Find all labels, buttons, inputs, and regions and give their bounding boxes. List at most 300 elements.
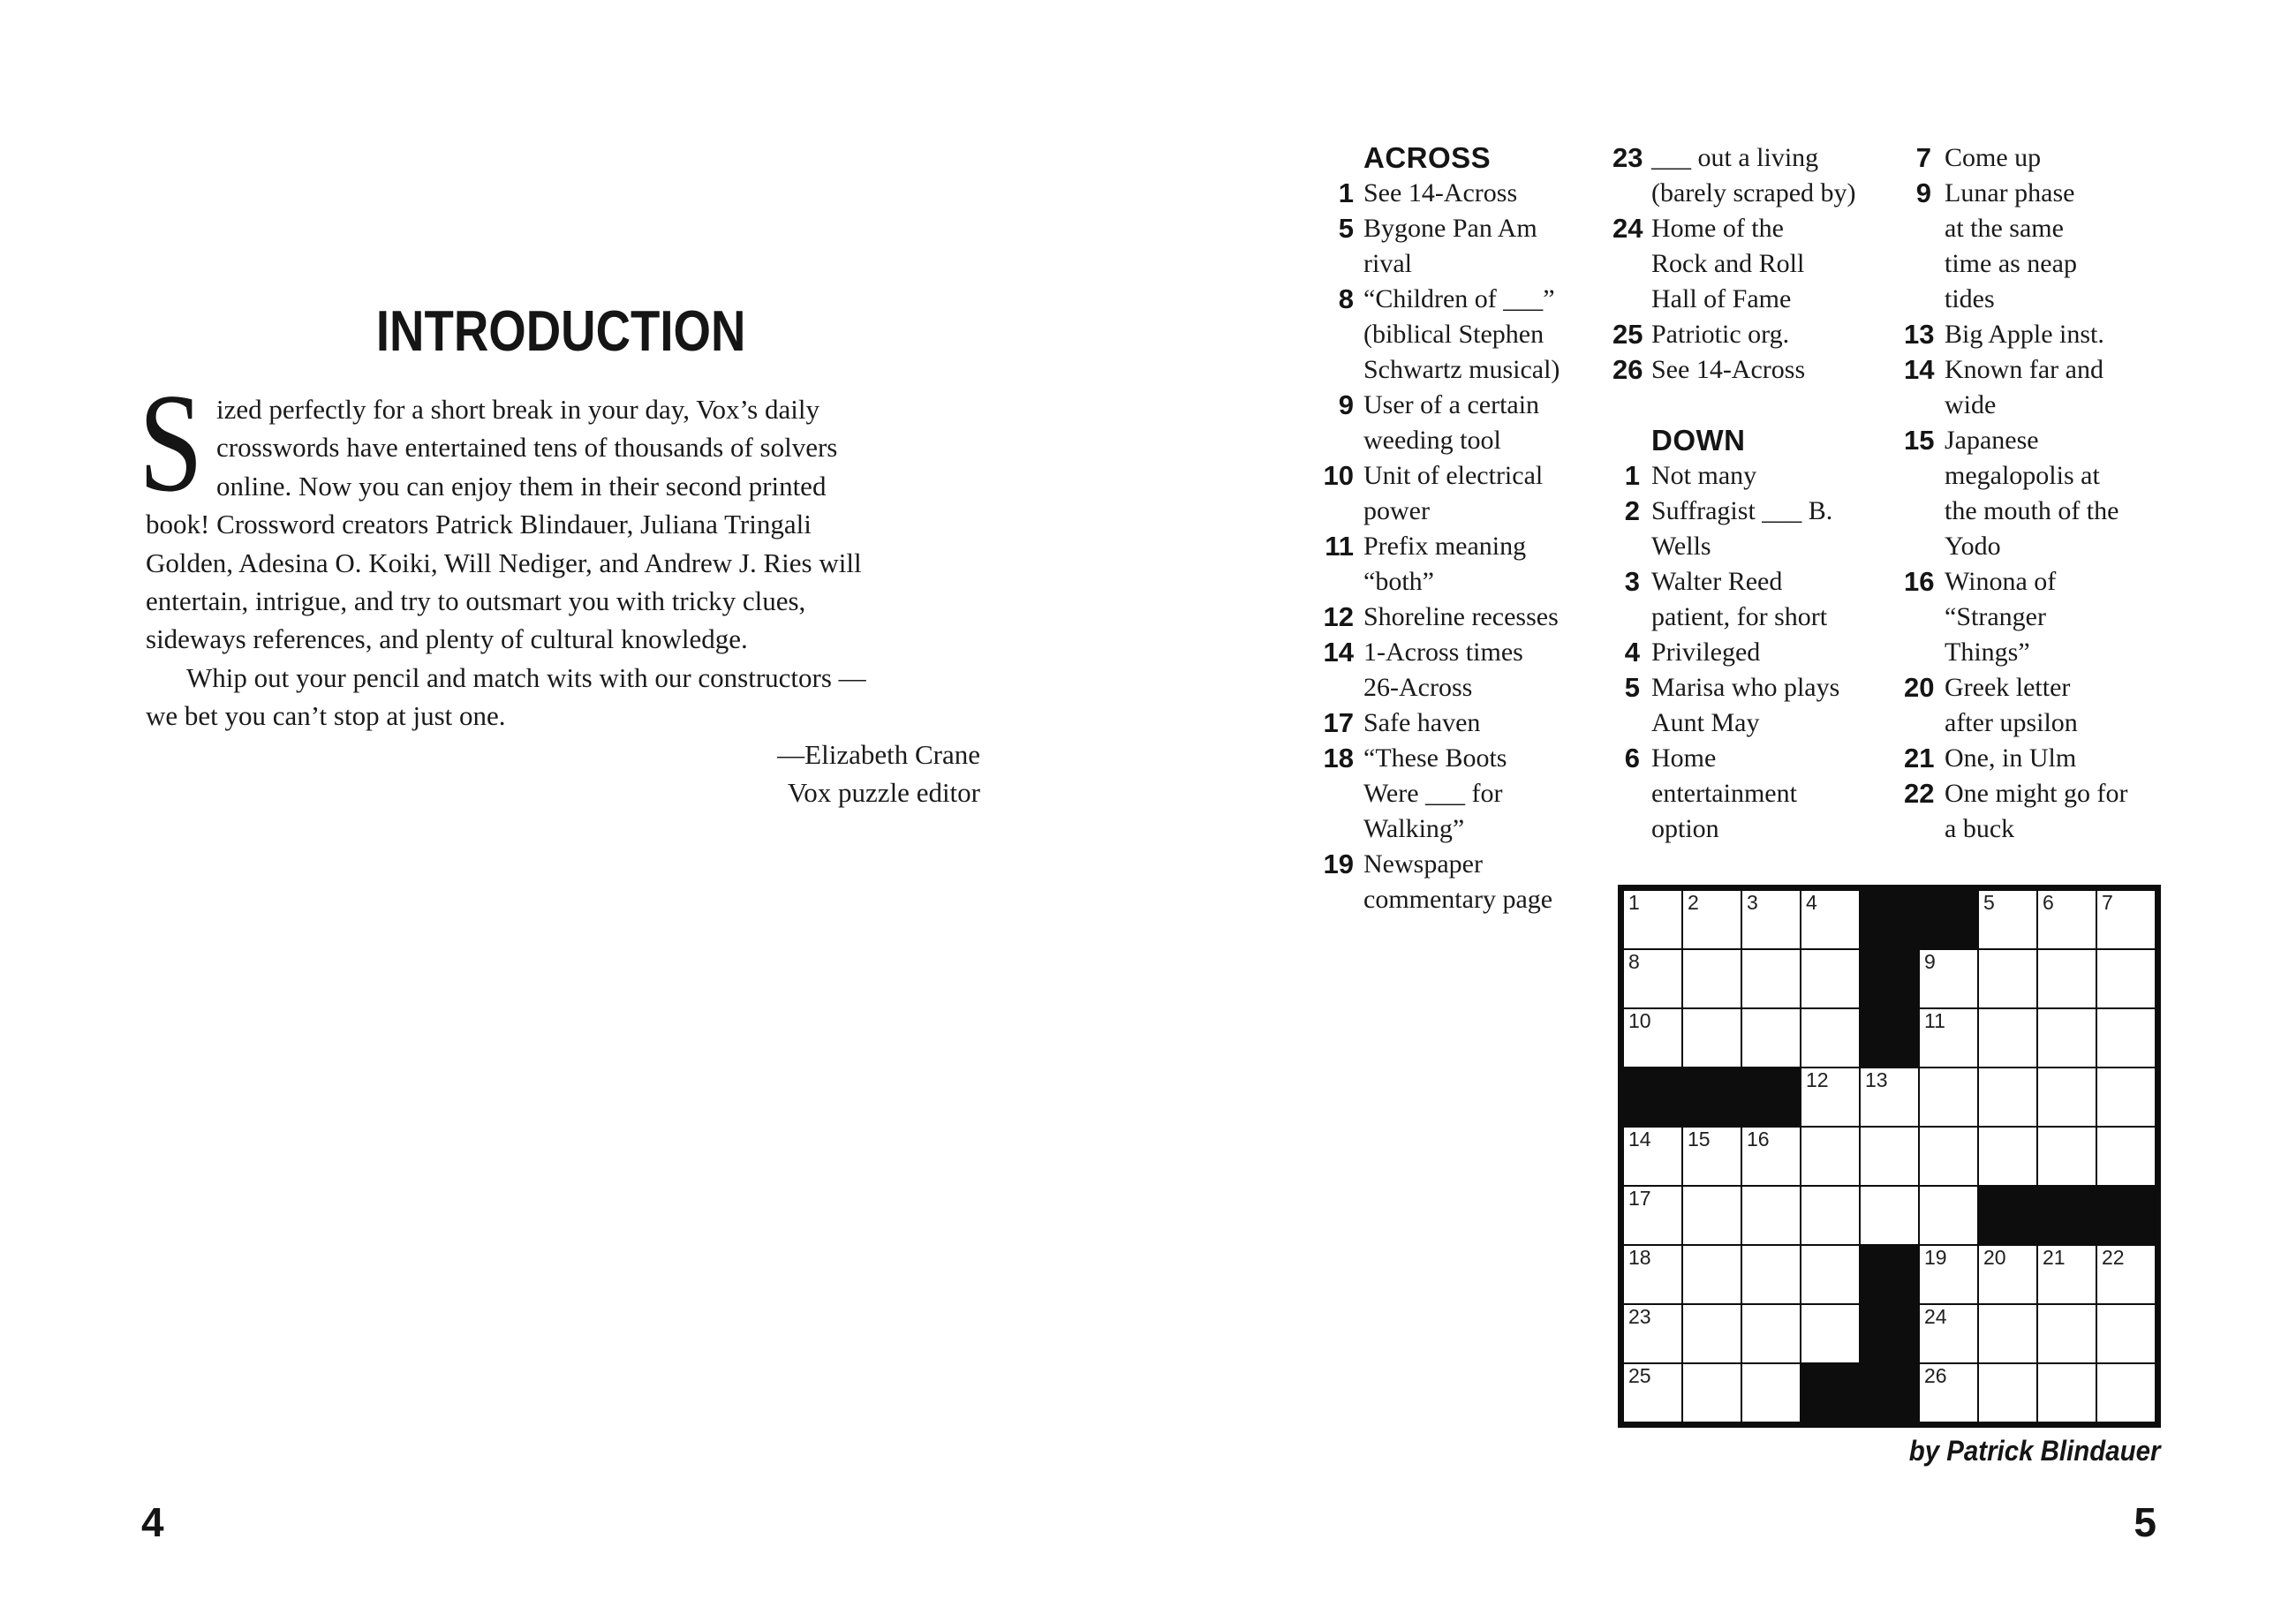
clue-text: See 14-Across	[1651, 355, 1806, 384]
clue-text: Prefix meaning	[1363, 532, 1527, 561]
clue-text: Known far and	[1945, 355, 2103, 384]
grid-block-cell	[1742, 1068, 1800, 1126]
clue-text: 1-Across times	[1363, 638, 1523, 667]
grid-cell	[2097, 1009, 2155, 1067]
clue-number: 18	[1323, 743, 1354, 773]
clue-line	[1612, 494, 1856, 529]
grid-cell	[1979, 950, 2036, 1007]
grid-cell	[1979, 1246, 2036, 1303]
clue-continuation-line	[1612, 705, 1856, 741]
grid-cell-number: 11	[1924, 1009, 1945, 1032]
clue-line	[1315, 176, 1560, 211]
clue-text: Japanese	[1945, 426, 2039, 455]
intro-line: online. Now you can enjoy them in their second printed	[216, 470, 827, 502]
grid-cell	[1920, 1128, 1977, 1185]
clue-continuation-line	[1315, 564, 1560, 600]
clue-number: 5	[1624, 672, 1640, 703]
clue-text: Were ___ for	[1363, 779, 1503, 808]
clue-text: megalopolis at	[1945, 461, 2100, 490]
clue-section-label: ACROSS	[1363, 141, 1492, 174]
signature-line: Vox puzzle editor	[787, 776, 980, 808]
clue-spacer	[1612, 388, 1856, 423]
clue-number: 1	[1338, 177, 1354, 208]
grid-cell	[1801, 1128, 1859, 1185]
page-number-right: 5	[2134, 1499, 2156, 1545]
grid-cell-number: 18	[1628, 1246, 1651, 1269]
grid-cell-number: 5	[1983, 891, 1995, 914]
drop-cap-letter: S	[139, 364, 203, 521]
grid-cell	[1624, 1305, 1681, 1362]
clue-text: Bygone Pan Am	[1363, 214, 1537, 243]
clue-line	[1904, 176, 2127, 211]
clue-text: Lunar phase	[1945, 178, 2075, 207]
clue-text: Winona of	[1945, 567, 2057, 596]
clue-number: 26	[1612, 354, 1643, 385]
grid-cell	[1683, 950, 1741, 1007]
clue-text: 26-Across	[1363, 673, 1473, 702]
grid-cell-number: 21	[2043, 1246, 2066, 1269]
clue-line	[1904, 670, 2127, 705]
grid-cell	[2038, 1128, 2096, 1185]
clue-number	[1315, 352, 1354, 388]
clue-text: “Children of ___”	[1363, 284, 1555, 313]
grid-cell	[1624, 1009, 1681, 1067]
clue-line	[1315, 635, 1560, 670]
grid-cell	[2097, 1128, 2155, 1185]
grid-cell	[1861, 1187, 1918, 1244]
clue-number	[1904, 811, 1931, 847]
clue-text: time as neap	[1945, 249, 2077, 278]
clue-section-header	[1612, 423, 1856, 458]
clue-number	[1315, 317, 1354, 352]
grid-cell	[1742, 1364, 1800, 1422]
grid-cell	[1979, 1364, 2036, 1422]
grid-cell-number: 2	[1688, 891, 1699, 914]
clue-number	[1904, 705, 1931, 741]
clue-text: User of a certain	[1363, 390, 1540, 419]
clue-number	[1904, 246, 1931, 282]
clue-number: 3	[1624, 566, 1640, 597]
clue-continuation-line	[1612, 529, 1856, 564]
grid-block-cell	[1683, 1068, 1741, 1126]
grid-cell	[1861, 1068, 1918, 1126]
clue-text: weeding tool	[1363, 426, 1501, 455]
grid-block-cell	[1979, 1187, 2036, 1244]
grid-cell	[2038, 1009, 2096, 1067]
clue-text: One, in Ulm	[1945, 743, 2077, 773]
clue-continuation-line	[1904, 811, 2127, 847]
grid-cell	[1979, 891, 2036, 948]
clue-number	[1904, 388, 1931, 423]
clue-text: Unit of electrical	[1363, 461, 1544, 490]
clue-number	[1612, 705, 1640, 741]
clue-number: 14	[1323, 637, 1354, 668]
grid-cell	[1979, 1068, 2036, 1126]
clue-continuation-line	[1904, 458, 2127, 494]
clue-text: Things”	[1945, 638, 2030, 667]
clue-continuation-line	[1315, 246, 1560, 282]
clue-line	[1904, 741, 2127, 776]
clue-text: Safe haven	[1363, 708, 1481, 737]
clue-text: after upsilon	[1945, 708, 2078, 737]
grid-cell-number: 13	[1865, 1068, 1888, 1091]
clue-number: 19	[1323, 849, 1354, 879]
grid-cell	[1801, 950, 1859, 1007]
clue-text: Come up	[1945, 143, 2042, 172]
grid-cell	[1683, 1128, 1741, 1185]
clue-continuation-line	[1612, 776, 1856, 811]
clue-number	[1612, 776, 1640, 811]
crossword-grid	[1618, 885, 2161, 1428]
clue-number	[1612, 246, 1640, 282]
clue-continuation-line	[1904, 211, 2127, 246]
clue-number	[1904, 600, 1931, 635]
puzzle-credit	[1618, 1437, 2160, 1465]
grid-cell-number: 4	[1806, 891, 1817, 914]
grid-cell	[1742, 1009, 1800, 1067]
clue-continuation-line	[1315, 776, 1560, 811]
clue-number: 8	[1338, 283, 1354, 314]
grid-cell	[1683, 1187, 1741, 1244]
grid-cell-number: 3	[1747, 891, 1758, 914]
clue-text: Suffragist ___ B.	[1651, 496, 1833, 525]
clue-number	[1904, 211, 1931, 246]
clue-text: tides	[1945, 284, 1995, 313]
clue-text: (barely scraped by)	[1651, 178, 1856, 207]
clue-continuation-line	[1315, 494, 1560, 529]
grid-cell	[1801, 1187, 1859, 1244]
clue-number	[1315, 670, 1354, 705]
clue-text: “These Boots	[1363, 743, 1507, 773]
clue-number	[1315, 494, 1354, 529]
clue-number	[1315, 776, 1354, 811]
grid-cell	[1979, 1305, 2036, 1362]
clue-text: See 14-Across	[1363, 178, 1518, 207]
clue-line	[1612, 140, 1856, 176]
clue-line	[1315, 458, 1560, 494]
grid-cell	[2038, 1305, 2096, 1362]
grid-cell	[1920, 1305, 1977, 1362]
grid-block-cell	[2038, 1187, 2096, 1244]
grid-block-cell	[1861, 950, 1918, 1007]
clue-number	[1315, 882, 1354, 917]
grid-cell	[1624, 1128, 1681, 1185]
clue-continuation-line	[1904, 494, 2127, 529]
clue-text: the mouth of the	[1945, 496, 2119, 525]
grid-cell	[1979, 1009, 2036, 1067]
clue-continuation-line	[1904, 705, 2127, 741]
clue-text: Hall of Fame	[1651, 284, 1792, 313]
page-number-left: 4	[141, 1499, 164, 1545]
grid-cell-number: 17	[1628, 1187, 1651, 1210]
clue-number: 9	[1915, 177, 1931, 208]
clue-line	[1904, 423, 2127, 458]
clue-number: 22	[1904, 778, 1935, 809]
intro-paragraphs	[146, 390, 980, 811]
clue-text: One might go for	[1945, 779, 2128, 808]
grid-cell-number: 22	[2102, 1246, 2125, 1269]
clue-number: 23	[1612, 142, 1643, 173]
clue-number	[1904, 458, 1931, 494]
clue-text: a buck	[1945, 814, 2015, 843]
clue-line	[1612, 635, 1856, 670]
clue-continuation-line	[1904, 600, 2127, 635]
clue-number: 15	[1904, 425, 1935, 456]
clue-number	[1315, 423, 1354, 458]
clue-number: 24	[1612, 213, 1643, 244]
grid-cell	[2038, 891, 2096, 948]
clue-continuation-line	[1904, 529, 2127, 564]
clue-text: “both”	[1363, 567, 1434, 596]
clue-number: 11	[1325, 531, 1354, 562]
clue-line	[1315, 741, 1560, 776]
clue-line	[1315, 705, 1560, 741]
clue-text: Wells	[1651, 532, 1711, 561]
intro-line: entertain, intrigue, and try to outsmart you with tricky clues,	[146, 585, 806, 616]
intro-line: book! Crossword creators Patrick Blindauer, Juliana Tringali	[146, 509, 812, 540]
clue-text: Home of the	[1651, 214, 1784, 243]
grid-cell	[2097, 1246, 2155, 1303]
clue-text: Rock and Roll	[1651, 249, 1805, 278]
intro-title	[146, 298, 976, 363]
clue-continuation-line	[1612, 246, 1856, 282]
grid-cell-number: 24	[1924, 1305, 1947, 1328]
clue-number: 20	[1904, 672, 1935, 703]
clue-continuation-line	[1315, 670, 1560, 705]
clue-text: power	[1363, 496, 1430, 525]
grid-cell	[1920, 1068, 1977, 1126]
grid-cell	[1801, 1305, 1859, 1362]
clue-continuation-line	[1315, 352, 1560, 388]
clue-number	[1612, 811, 1640, 847]
clue-column-middle	[1612, 140, 1856, 847]
clue-text: (biblical Stephen	[1363, 320, 1545, 349]
grid-cell	[1742, 1246, 1800, 1303]
clue-text: Not many	[1651, 461, 1757, 490]
clue-number: 21	[1904, 743, 1935, 773]
clue-line	[1315, 847, 1560, 882]
grid-cell	[1624, 891, 1681, 948]
clue-text: Greek letter	[1945, 673, 2071, 702]
grid-block-cell	[1624, 1068, 1681, 1126]
clue-number	[1612, 600, 1640, 635]
clue-line	[1904, 776, 2127, 811]
grid-cell	[1624, 950, 1681, 1007]
clue-text: commentary page	[1363, 885, 1553, 914]
clue-number	[1315, 811, 1354, 847]
clue-text: Patriotic org.	[1651, 320, 1790, 349]
clue-line	[1904, 140, 2127, 176]
grid-cell	[2038, 950, 2096, 1007]
grid-cell-number: 1	[1628, 891, 1640, 914]
clue-number: 9	[1338, 389, 1354, 420]
grid-cell	[1683, 1009, 1741, 1067]
clue-continuation-line	[1315, 882, 1560, 917]
clue-line	[1612, 211, 1856, 246]
clue-text: Newspaper	[1363, 849, 1483, 879]
clue-number: 12	[1323, 601, 1354, 632]
clue-number: 13	[1904, 319, 1935, 350]
clue-continuation-line	[1612, 811, 1856, 847]
clue-number: 10	[1323, 460, 1354, 491]
grid-cell	[2097, 1364, 2155, 1422]
grid-block-cell	[1861, 1305, 1918, 1362]
clue-number: 14	[1904, 354, 1935, 385]
grid-cell	[1920, 1187, 1977, 1244]
clue-number	[1904, 282, 1931, 317]
clue-line	[1612, 458, 1856, 494]
grid-cell-number: 19	[1924, 1246, 1947, 1269]
clue-text: Walter Reed	[1651, 567, 1783, 596]
clue-text: option	[1651, 814, 1719, 843]
clue-number: 4	[1624, 637, 1640, 668]
clue-number: 17	[1323, 707, 1354, 738]
clue-continuation-line	[1904, 282, 2127, 317]
clue-number: 16	[1904, 566, 1935, 597]
grid-cell	[1742, 1187, 1800, 1244]
grid-cell	[2038, 1246, 2096, 1303]
clue-line	[1315, 529, 1560, 564]
grid-block-cell	[1920, 891, 1977, 948]
grid-cell	[2097, 1305, 2155, 1362]
intro-line: crosswords have entertained tens of thousands of solvers	[216, 432, 838, 464]
grid-block-cell	[2097, 1187, 2155, 1244]
grid-block-cell	[1861, 891, 1918, 948]
grid-block-cell	[1801, 1364, 1859, 1422]
clue-text: Aunt May	[1651, 708, 1760, 737]
grid-cell-number: 8	[1628, 950, 1640, 973]
grid-cell	[1683, 1305, 1741, 1362]
grid-cell	[1801, 1009, 1859, 1067]
grid-cell-number: 16	[1747, 1128, 1770, 1151]
grid-cell	[1801, 1246, 1859, 1303]
clue-continuation-line	[1904, 246, 2127, 282]
intro-line: Golden, Adesina O. Koiki, Will Nediger, and Andrew J. Ries will	[146, 547, 862, 578]
clue-line	[1904, 352, 2127, 388]
grid-cell-number: 7	[2102, 891, 2113, 914]
clue-number	[1315, 564, 1354, 600]
clue-continuation-line	[1612, 282, 1856, 317]
clue-continuation-line	[1612, 176, 1856, 211]
clue-line	[1315, 211, 1560, 246]
clue-number: 1	[1624, 460, 1640, 491]
grid-cell	[1624, 1364, 1681, 1422]
clue-text: Marisa who plays	[1651, 673, 1840, 702]
grid-cell	[1920, 1246, 1977, 1303]
signature-line: —Elizabeth Crane	[777, 738, 980, 770]
grid-block-cell	[1861, 1009, 1918, 1067]
clue-text: Schwartz musical)	[1363, 355, 1560, 384]
grid-cell	[1683, 1246, 1741, 1303]
clue-line	[1612, 741, 1856, 776]
clue-line	[1315, 388, 1560, 423]
grid-cell	[2038, 1364, 2096, 1422]
clue-line	[1904, 317, 2127, 352]
intro-title-text: INTRODUCTION	[375, 298, 746, 363]
grid-cell	[1683, 1364, 1741, 1422]
grid-cell-number: 9	[1924, 950, 1936, 973]
intro-line: sideways references, and plenty of cultural knowledge.	[146, 623, 748, 655]
clue-text: patient, for short	[1651, 602, 1828, 631]
clue-continuation-line	[1315, 423, 1560, 458]
clue-number	[1315, 246, 1354, 282]
clue-line	[1612, 564, 1856, 600]
grid-cell-number: 14	[1628, 1128, 1651, 1151]
clue-text: wide	[1945, 390, 1997, 419]
clue-text: rival	[1363, 249, 1412, 278]
grid-cell-number: 23	[1628, 1305, 1651, 1328]
grid-cell	[1979, 1128, 2036, 1185]
clue-number: 5	[1338, 213, 1354, 244]
clue-number	[1904, 635, 1931, 670]
clue-text: Big Apple inst.	[1945, 320, 2104, 349]
grid-cell	[1624, 1246, 1681, 1303]
grid-cell	[1683, 891, 1741, 948]
intro-line: ized perfectly for a short break in your day, Vox’s daily	[216, 394, 819, 425]
grid-cell	[1742, 891, 1800, 948]
grid-cell	[2097, 950, 2155, 1007]
grid-cell	[2038, 1068, 2096, 1126]
clue-line	[1612, 352, 1856, 388]
grid-cell	[1920, 1009, 1977, 1067]
clue-number	[1904, 494, 1931, 529]
grid-cell-number: 6	[2043, 891, 2054, 914]
clue-text: Home	[1651, 743, 1717, 773]
grid-cell-number: 15	[1688, 1128, 1711, 1151]
clue-text: Privileged	[1651, 638, 1761, 667]
clue-line	[1315, 600, 1560, 635]
grid-cell-number: 26	[1924, 1364, 1947, 1387]
clue-line	[1612, 670, 1856, 705]
clue-number: 6	[1624, 743, 1640, 773]
grid-cell	[1624, 1187, 1681, 1244]
clue-line	[1904, 564, 2127, 600]
grid-block-cell	[1861, 1364, 1918, 1422]
clue-number: 25	[1612, 319, 1643, 350]
grid-cell	[2097, 891, 2155, 948]
clue-text: entertainment	[1651, 779, 1797, 808]
clue-line	[1315, 282, 1560, 317]
puzzle-credit-text: by Patrick Blindauer	[1908, 1435, 2160, 1467]
clue-section-header	[1315, 140, 1560, 176]
grid-cell	[1920, 950, 1977, 1007]
grid-cell	[1801, 1068, 1859, 1126]
grid-cell	[1801, 891, 1859, 948]
clue-number	[1904, 529, 1931, 564]
clue-section-label: DOWN	[1651, 424, 1746, 456]
clue-column-across	[1315, 140, 1560, 917]
grid-cell	[1861, 1128, 1918, 1185]
grid-cell-number: 12	[1806, 1068, 1829, 1091]
intro-line: Whip out your pencil and match wits with our constructors —	[186, 661, 866, 693]
clue-text: ___ out a living	[1651, 143, 1819, 172]
clue-continuation-line	[1315, 317, 1560, 352]
grid-cell-number: 25	[1628, 1364, 1651, 1387]
grid-cell	[1742, 1305, 1800, 1362]
clue-text: at the same	[1945, 214, 2064, 243]
clue-number: 7	[1915, 142, 1931, 173]
clue-text: Shoreline recesses	[1363, 602, 1559, 631]
clue-text: Yodo	[1945, 532, 2001, 561]
grid-cell	[1920, 1364, 1977, 1422]
clue-text: Walking”	[1363, 814, 1465, 843]
clue-number: 2	[1624, 495, 1640, 526]
grid-block-cell	[1861, 1246, 1918, 1303]
clue-continuation-line	[1904, 635, 2127, 670]
clue-number	[1612, 176, 1640, 211]
intro-line: we bet you can’t stop at just one.	[146, 700, 506, 732]
grid-cell	[1742, 950, 1800, 1007]
